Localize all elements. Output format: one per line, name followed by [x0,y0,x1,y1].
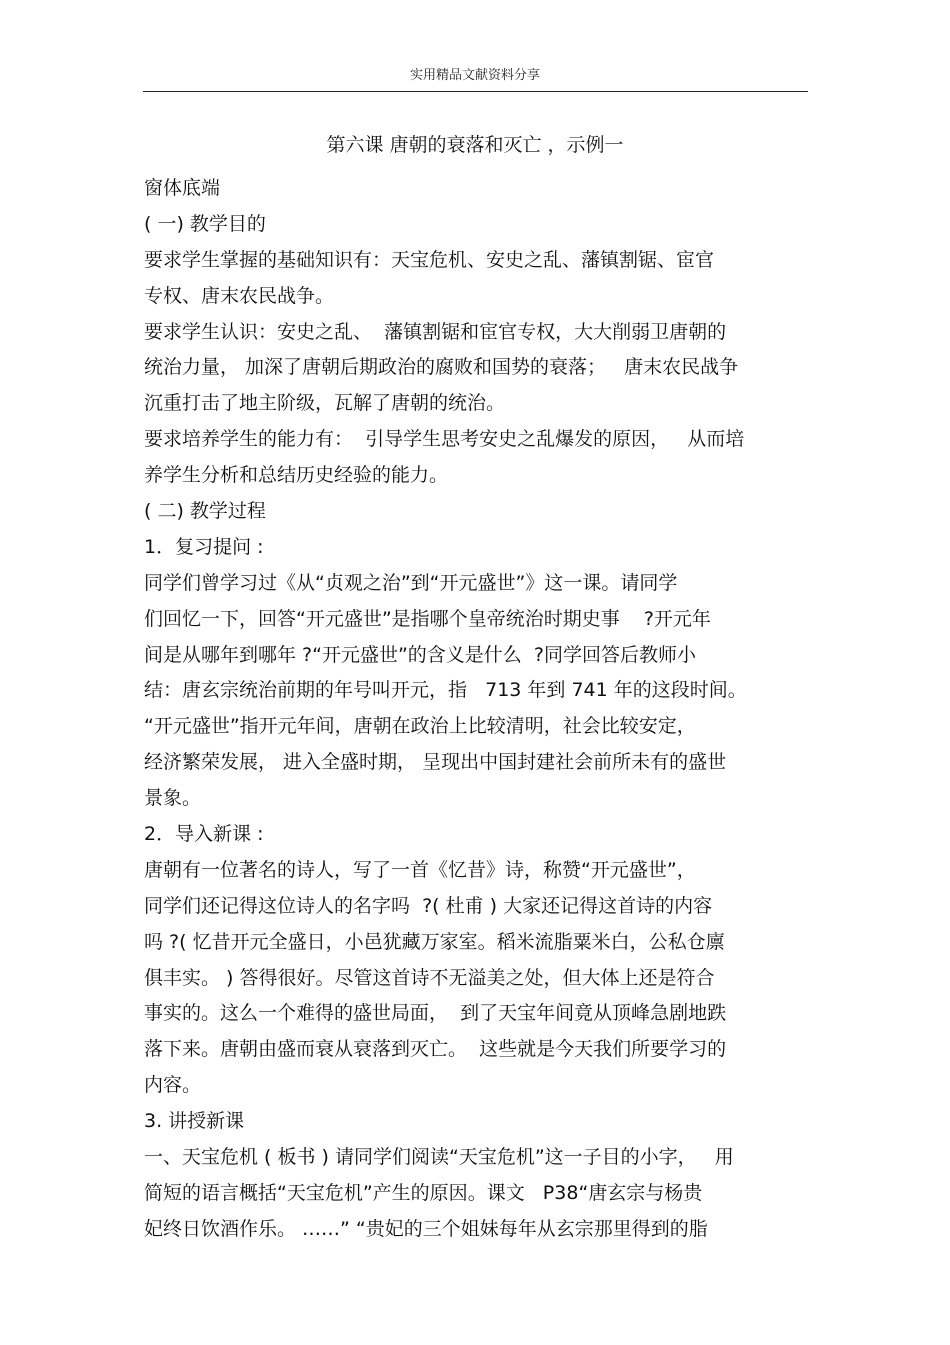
document-title: 第六课 唐朝的衰落和灭亡 ，示例一 [326,134,624,156]
document-body [144,171,814,1248]
text-line: 养学生分析和总结历史经验的能力。 [144,464,449,487]
text-line: 专权、唐末农民战争。 [144,284,335,307]
text-line: 要求学生掌握的基础知识有：天宝危机、安史之乱、藩镇割锯、宦官 [144,248,715,271]
text-line: 落下来。唐朝由盛而衰从衰落到灭亡。 这些就是今天我们所要学习的 [144,1038,727,1061]
text-line: 一、天宝危机 ( 板书 ) 请同学们阅读“天宝危机”这一子目的小字， 用 [144,1146,734,1169]
text-line: 事实的。这么一个难得的盛世局面， 到了天宝年间竟从顶峰急剧地跌 [144,1002,727,1025]
text-line: 间是从哪年到哪年 ?“开元盛世”的含义是什么 ?同学回答后教师小 [144,643,696,666]
text-line: 3. 讲授新课 [144,1110,245,1133]
text-line: 唐朝有一位著名的诗人，写了一首《忆昔》诗，称赞“开元盛世”， [144,858,696,881]
text-line: 妃终日饮酒作乐。 ……” “贵妃的三个姐妹每年从玄宗那里得到的脂 [144,1217,708,1240]
text-line: 1．复习提问 : [144,535,264,558]
text-line: 2．导入新课 : [144,823,264,846]
page-header: 实用精品文献资料分享 [409,68,540,83]
text-line: ( 一) 教学目的 [144,212,266,235]
text-line: 同学们曾学习过《从“贞观之治”到“开元盛世”》这一课。请同学 [144,571,678,594]
text-line: 俱丰实。 ) 答得很好。尽管这首诗不无溢美之处，但大体上还是符合 [144,966,715,989]
text-line: 要求学生认识：安史之乱、 藩镇割锯和宦官专权，大大削弱卫唐朝的 [144,320,727,343]
text-line: 沉重打击了地主阶级，瓦解了唐朝的统治。 [144,392,506,415]
text-line: 统治力量， 加深了唐朝后期政治的腐败和国势的衰落； 唐末农民战争 [144,356,739,379]
text-line: 简短的语言概括“天宝危机”产生的原因。课文 P38“唐玄宗与杨贵 [144,1181,703,1204]
text-line: “开元盛世”指开元年间，唐朝在政治上比较清明，社会比较安定， [144,715,696,738]
text-line: 经济繁荣发展， 进入全盛时期， 呈现出中国封建社会前所未有的盛世 [144,751,727,774]
text-line: 同学们还记得这位诗人的名字吗 ?( 杜甫 ) 大家还记得这首诗的内容 [144,894,713,917]
header-divider [143,91,808,92]
text-line: 景象。 [144,787,202,810]
text-line: 要求培养学生的能力有： 引导学生思考安史之乱爆发的原因， 从而培 [144,428,745,451]
text-line: 内容。 [144,1074,202,1097]
text-line: 窗体底端 [144,177,221,199]
text-line: ( 二) 教学过程 [144,500,266,523]
text-line: 们回忆一下，回答“开元盛世”是指哪个皇帝统治时期史事 ?开元年 [144,607,711,630]
text-line: 结：唐玄宗统治前期的年号叫开元，指 713 年到 741 年的这段时间。 [144,679,747,702]
text-line: 吗 ?( 忆昔开元全盛日，小邑犹藏万家室。稻米流脂粟米白，公私仓廪 [144,930,725,953]
